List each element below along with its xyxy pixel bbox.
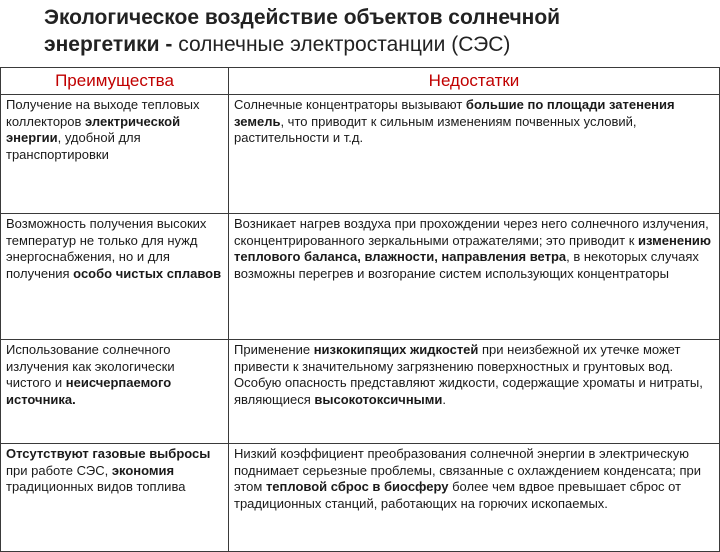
advantage-cell bbox=[1, 214, 229, 340]
cell-text: Получение на выходе тепловых коллекторов bbox=[6, 97, 200, 129]
cell-text: Использование солнечного излучения как экологически чистого и bbox=[6, 342, 175, 390]
cell-text-bold: тепловой сброс в биосферу bbox=[265, 479, 449, 494]
table-row bbox=[1, 214, 720, 340]
title-line-2 bbox=[44, 31, 704, 58]
header-advantages: Преимущества bbox=[1, 68, 229, 95]
disadvantage-cell bbox=[229, 214, 720, 340]
comparison-table bbox=[0, 67, 720, 552]
cell-text-bold: неисчерпаемого источника. bbox=[6, 375, 172, 407]
cell-text: Возможность получения высоких температур не только для нужд энергоснабжения, но и для получения bbox=[6, 216, 207, 281]
table-row bbox=[1, 444, 720, 552]
cell-text-bold: особо чистых сплавов bbox=[73, 265, 222, 281]
disadvantage-cell bbox=[229, 95, 720, 214]
cell-text: , удобной для транспортировки bbox=[6, 130, 141, 162]
table-body bbox=[1, 95, 720, 552]
header-disadvantages: Недостатки bbox=[229, 68, 720, 95]
cell-text: Солнечные концентраторы вызывают bbox=[234, 97, 466, 112]
title-line-2-normal: солнечные электростанции (СЭС) bbox=[178, 33, 511, 56]
cell-text: традиционных видов топлива bbox=[6, 479, 186, 494]
cell-text-bold: Отсутствуют газовые выбросы bbox=[6, 446, 211, 461]
table-row bbox=[1, 95, 720, 214]
table-row bbox=[1, 340, 720, 444]
cell-text: при работе СЭС, bbox=[6, 462, 112, 478]
advantage-cell bbox=[1, 95, 229, 214]
cell-text: Низкий коэффициент преобразования солнечной энергии в электрическую поднимает серьезные проблемы, связанные с охлаждением конденсата; при этом bbox=[234, 446, 701, 494]
cell-text: , в некоторых случаях возможны перегрев и возгорание систем использующих концентраторы bbox=[234, 249, 699, 281]
cell-text: Возникает нагрев воздуха при прохождении через него солнечного излучения, сконцентрированного зеркальными отражателями; это приводит к bbox=[234, 216, 709, 248]
cell-text-bold: высокотоксичными bbox=[314, 391, 443, 407]
cell-text-bold: большие по площади затенения земель bbox=[234, 97, 675, 129]
disadvantage-cell bbox=[229, 340, 720, 444]
cell-text-bold: экономия bbox=[111, 462, 175, 478]
title-line-2-bold: энергетики - bbox=[44, 33, 179, 56]
cell-text-bold: низкокипящих жидкостей bbox=[313, 342, 479, 357]
advantage-cell bbox=[1, 340, 229, 444]
cell-text: , что приводит к сильным изменениям почвенных условий, растительности и т.д. bbox=[234, 113, 637, 145]
title-line-1: Экологическое воздействие объектов солнечной bbox=[44, 6, 561, 29]
disadvantage-cell bbox=[229, 444, 720, 552]
table-header-row bbox=[1, 68, 720, 95]
page-title bbox=[44, 4, 704, 58]
cell-text-bold: электрической энергии bbox=[6, 113, 181, 145]
cell-text: Применение bbox=[234, 342, 314, 357]
cell-text: . bbox=[442, 391, 447, 407]
advantage-cell bbox=[1, 444, 229, 552]
cell-text: при неизбежной их утечке может привести к значительному загрязнению поверхностных и грунтовых вод. Особую опасность представляют жидкости, содержащие хроматы и нитраты, являющиеся bbox=[234, 342, 703, 407]
cell-text-bold: изменению теплового баланса, влажности, направления ветра bbox=[234, 232, 712, 264]
cell-text: более чем вдвое превышает сброс от традиционных станций, работающих на горючих ископаемых. bbox=[234, 479, 682, 511]
